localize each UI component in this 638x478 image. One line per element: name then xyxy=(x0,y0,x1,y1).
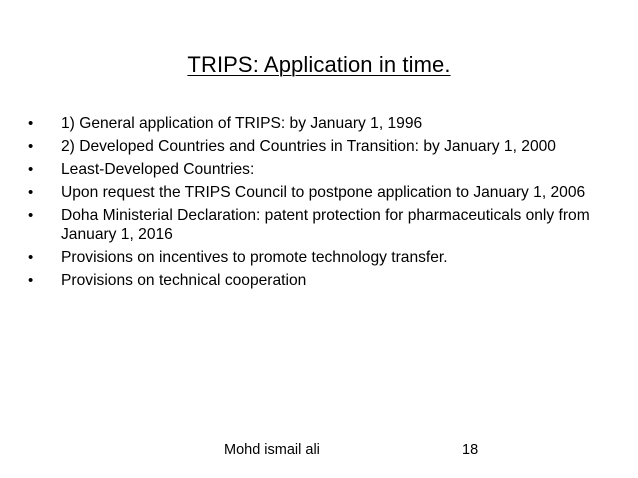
bullet-text: 2) Developed Countries and Countries in Transition: by January 1, 2000 xyxy=(61,138,556,155)
bullet-text: 1) General application of TRIPS: by January 1, 1996 xyxy=(61,115,423,132)
bullet-icon: • xyxy=(28,161,34,178)
bullet-icon: • xyxy=(28,115,34,132)
page-number: 18 xyxy=(462,442,479,458)
bullet-item xyxy=(28,183,598,202)
footer-author: Mohd ismail ali xyxy=(224,442,320,458)
bullet-text: Doha Ministerial Declaration: patent protection for pharmaceuticals only from January 1, 2016 xyxy=(61,207,590,243)
slide-title: TRIPS: Application in time. xyxy=(187,52,451,77)
bullet-icon: • xyxy=(28,184,34,201)
bullet-item xyxy=(28,248,598,267)
bullet-item xyxy=(28,271,598,290)
bullet-item xyxy=(28,114,598,133)
bullet-list xyxy=(28,114,598,294)
bullet-icon: • xyxy=(28,272,34,289)
bullet-icon: • xyxy=(28,207,34,224)
bullet-text: Upon request the TRIPS Council to postpone application to January 1, 2006 xyxy=(61,184,586,201)
bullet-icon: • xyxy=(28,138,34,155)
bullet-item xyxy=(28,137,598,156)
bullet-icon: • xyxy=(28,249,34,266)
bullet-text: Provisions on technical cooperation xyxy=(61,272,307,289)
bullet-item xyxy=(28,206,598,244)
bullet-text: Provisions on incentives to promote technology transfer. xyxy=(61,249,448,266)
bullet-text: Least-Developed Countries: xyxy=(61,161,255,178)
bullet-item xyxy=(28,160,598,179)
